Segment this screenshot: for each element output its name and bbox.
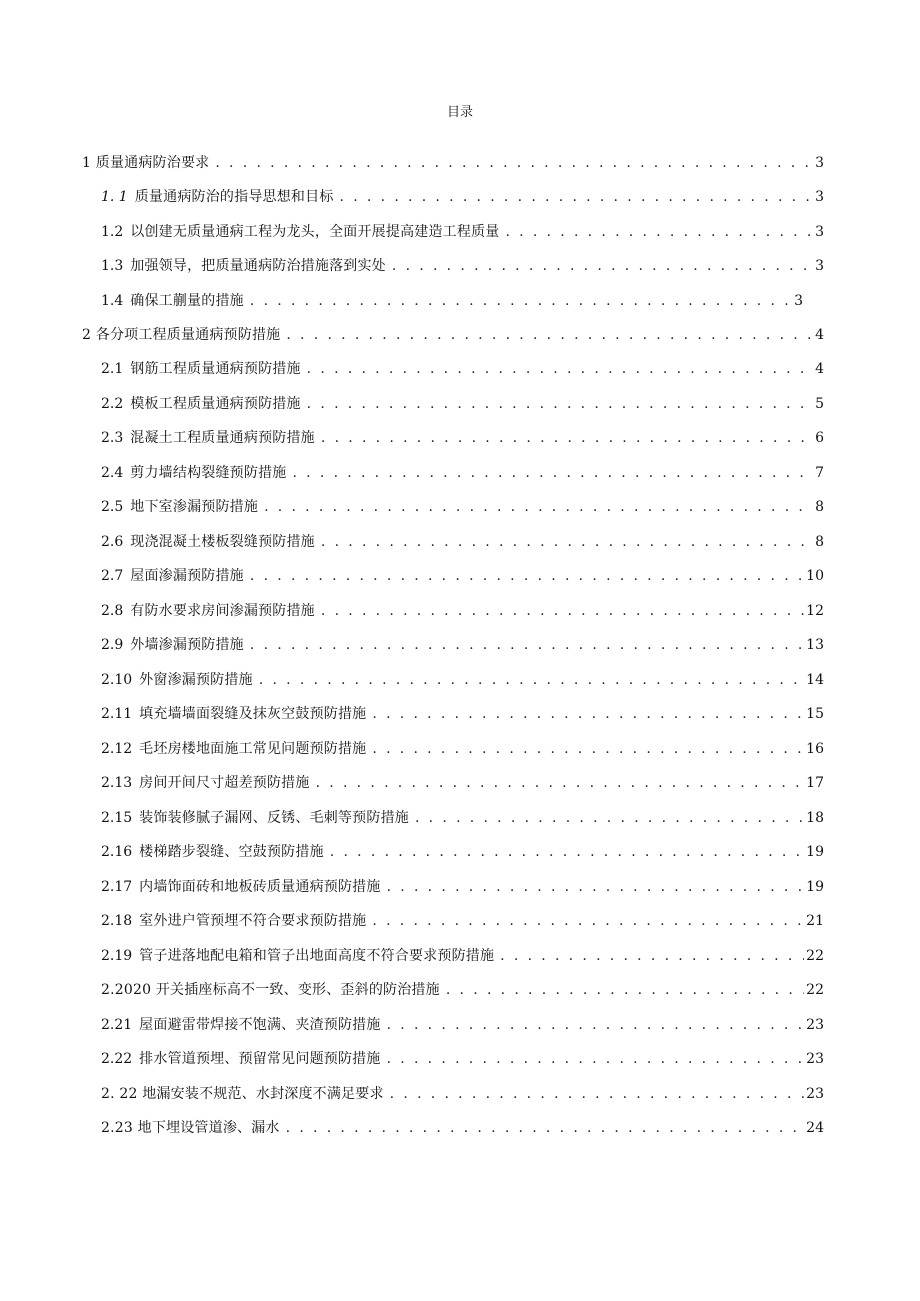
toc-entry-label: 填充墙墙面裂缝及抹灰空鼓预防措施 <box>139 706 367 722</box>
toc-entry[interactable]: 2.19 管子进落地配电箱和管子出地面高度不符合要求预防措施 . . . 22 <box>101 945 824 967</box>
toc-entry[interactable]: 2.21 屋面避雷带焊接不饱满、夹渣预防措施 . . . 23 <box>101 1014 824 1036</box>
dot-leader <box>307 358 813 380</box>
toc-entry-page: 18 <box>806 810 824 826</box>
toc-entry[interactable] <box>101 979 824 1001</box>
toc-entry-label: 毛坯房楼地面施工常见问题预防措施 <box>139 741 367 757</box>
toc-entry[interactable]: 2.13 房间开间尺寸超差预防措施 . . . 17 <box>101 772 824 794</box>
toc-entry-page: 15 <box>806 706 824 722</box>
toc-entry-label: 管子进落地配电箱和管子出地面高度不符合要求预防措施 <box>139 948 495 964</box>
toc-entry[interactable]: 2.22 排水管道预埋、预留常见问题预防措施 . . . 23 <box>101 1048 824 1070</box>
toc-entry-label: 屋面避雷带焊接不饱满、夹渣预防措施 <box>139 1017 381 1033</box>
dot-leader <box>392 255 813 277</box>
toc-entry-page: 3 <box>815 155 824 171</box>
dot-leader <box>390 1083 805 1105</box>
toc-entry-label: 装饰装修腻子漏网、反锈、毛刺等预防措施 <box>139 810 409 826</box>
toc-entry-page: 4 <box>815 327 824 343</box>
dot-leader <box>500 945 804 967</box>
toc-entry-label: 外墙渗漏预防措施 <box>130 637 244 653</box>
toc-entry-page: 16 <box>806 741 824 757</box>
toc-entry-page: 3 <box>815 189 824 205</box>
toc-entry[interactable]: 2.15 装饰装修腻子漏网、反锈、毛刺等预防措施 . . . 18 <box>101 807 824 829</box>
toc-entry[interactable]: 2.7 屋面渗漏预防措施 . . . 10 <box>101 565 824 587</box>
dot-leader <box>340 186 814 208</box>
toc-entry-label: 2.23 地下埋设管道渗、漏水 <box>101 1120 280 1136</box>
dot-leader <box>372 910 804 932</box>
toc-entry[interactable]: 2.1 钢筋工程质量通病预防措施 . . . 4 <box>101 358 824 380</box>
toc-entry-label: 屋面渗漏预防措施 <box>130 568 244 584</box>
toc-entry-label: 确保工蒯量的措施 <box>130 293 244 309</box>
toc-entry[interactable]: 2.18 室外进户管预埋不符合要求预防措施 . . . 21 <box>101 910 824 932</box>
toc-entry-label: 加强领导，把质量通病防治措施落到实处 <box>130 258 386 274</box>
toc-entry[interactable]: 2.16 楼梯踏步裂缝、空鼓预防措施 . . . 19 <box>101 841 824 863</box>
dot-leader <box>292 462 813 484</box>
dot-leader <box>321 600 804 622</box>
toc-entry[interactable] <box>101 1083 824 1105</box>
toc-entry-page: 5 <box>815 396 824 412</box>
toc-entry[interactable]: 2.4 剪力墙结构裂缝预防措施 . . . 7 <box>101 462 824 484</box>
dot-leader <box>316 772 805 794</box>
toc-entry-label: 钢筋工程质量通病预防措施 <box>130 361 301 377</box>
toc-entry-page: 10 <box>806 568 824 584</box>
toc-entry-label: 模板工程质量通病预防措施 <box>130 396 301 412</box>
toc-entry-label: 以创建无质量通病工程为龙头，全面开展提高建造工程质量 <box>130 224 500 240</box>
dot-leader <box>250 634 804 656</box>
toc-entry-page: 3 <box>815 224 824 240</box>
toc-entry-label: 地下室渗漏预防措施 <box>130 499 259 515</box>
toc-entry-label: 外窗渗漏预防措施 <box>139 672 253 688</box>
toc-entry[interactable]: 2.6 现浇混凝土楼板裂缝预防措施 . . . 8 <box>101 531 824 553</box>
dot-leader <box>387 1048 805 1070</box>
toc-entry[interactable]: 1. 1 质量通病防治的指导思想和目标 . . . 3 <box>101 186 824 208</box>
toc-entry-label: 房间开间尺寸超差预防措施 <box>139 775 310 791</box>
toc-entry[interactable]: 2.9 外墙渗漏预防措施 . . . 13 <box>101 634 824 656</box>
toc-entry-page: 3 <box>815 258 824 274</box>
toc-entry-label: 剪力墙结构裂缝预防措施 <box>130 465 287 481</box>
toc-entry[interactable]: 1.4 确保工蒯量的措施 . . . 3 <box>101 290 803 312</box>
toc-title: 目录 <box>446 105 473 120</box>
dot-leader <box>415 807 804 829</box>
dot-leader <box>286 1117 805 1139</box>
dot-leader <box>321 427 813 449</box>
toc-entry[interactable]: 2.8 有防水要求房间渗漏预防措施 . . . 12 <box>101 600 824 622</box>
toc-entry[interactable] <box>82 324 824 346</box>
toc-entry-page: 12 <box>806 603 824 619</box>
toc-entry-page: 23 <box>806 1051 824 1067</box>
toc-entry-page: 7 <box>815 465 824 481</box>
dot-leader <box>446 979 804 1001</box>
toc-entry[interactable]: 2.11 填充墙墙面裂缝及抹灰空鼓预防措施 . . . 15 <box>101 703 824 725</box>
dot-leader <box>250 565 804 587</box>
toc-entry-page: 14 <box>806 672 824 688</box>
toc-entry-label: 2 各分项工程质量通病预防措施 <box>82 327 281 343</box>
toc-entry[interactable] <box>101 1117 824 1139</box>
dot-leader <box>372 738 804 760</box>
dot-leader <box>259 669 804 691</box>
dot-leader <box>250 290 792 312</box>
dot-leader <box>307 393 813 415</box>
toc-entry-page: 6 <box>815 430 824 446</box>
toc-entry-page: 24 <box>806 1120 824 1136</box>
toc-entry-label: 1 质量通病防治要求 <box>82 155 210 171</box>
toc-entry-page: 22 <box>806 982 824 998</box>
toc-entry[interactable]: 2.5 地下室渗漏预防措施 . . . 8 <box>101 496 824 518</box>
toc-entry-page: 23 <box>806 1017 824 1033</box>
toc-entry-label: 2.2020 开关插座标高不一致、变形、歪斜的防治措施 <box>101 982 440 998</box>
toc-entry-label: 内墙饰面砖和地板砖质量通病预防措施 <box>139 879 381 895</box>
toc-entry[interactable]: 2.3 混凝土工程质量通病预防措施 . . . 6 <box>101 427 824 449</box>
toc-entry-page: 17 <box>806 775 824 791</box>
toc-entry-page: 21 <box>806 913 824 929</box>
dot-leader <box>330 841 804 863</box>
toc-entry-label: 楼梯踏步裂缝、空鼓预防措施 <box>139 844 324 860</box>
toc-entry-page: 19 <box>806 879 824 895</box>
toc-entry-page: 19 <box>806 844 824 860</box>
toc-entry-page: 8 <box>815 534 824 550</box>
dot-leader <box>387 1014 805 1036</box>
dot-leader <box>505 221 813 243</box>
dot-leader <box>264 496 813 518</box>
dot-leader <box>321 531 813 553</box>
dot-leader <box>372 703 804 725</box>
dot-leader <box>286 324 813 346</box>
toc-entry-page: 22 <box>806 948 824 964</box>
toc-entry[interactable]: 2.17 内墙饰面砖和地板砖质量通病预防措施 . . . 19 <box>101 876 824 898</box>
toc-entry[interactable]: 1.2 以创建无质量通病工程为龙头，全面开展提高建造工程质量 . . . 3 <box>101 221 824 243</box>
toc-entry-label: 室外进户管预埋不符合要求预防措施 <box>139 913 367 929</box>
toc-entry-label: 现浇混凝土楼板裂缝预防措施 <box>130 534 315 550</box>
dot-leader <box>215 152 813 174</box>
toc-entry-page: 8 <box>815 499 824 515</box>
toc-entry-label: 2. 22 地漏安装不规范、水封深度不满足要求 <box>101 1086 384 1102</box>
toc-entry[interactable]: 2.12 毛坯房楼地面施工常见问题预防措施 . . . 16 <box>101 738 824 760</box>
toc-entry-label: 排水管道预埋、预留常见问题预防措施 <box>139 1051 381 1067</box>
dot-leader <box>387 876 805 898</box>
toc-entry-label: 质量通病防治的指导思想和目标 <box>134 189 334 205</box>
toc-entry-page: 23 <box>806 1086 824 1102</box>
toc-entry-label: 有防水要求房间渗漏预防措施 <box>130 603 315 619</box>
toc-entry[interactable]: 2.2 模板工程质量通病预防措施 . . . 5 <box>101 393 824 415</box>
toc-entry[interactable]: 2.10 外窗渗漏预防措施 . . . 14 <box>101 669 824 691</box>
toc-entry[interactable]: 1.3 加强领导，把质量通病防治措施落到实处 . . . 3 <box>101 255 824 277</box>
toc-entry-page: 13 <box>806 637 824 653</box>
toc-entry[interactable] <box>82 152 824 174</box>
toc-entry-label: 混凝土工程质量通病预防措施 <box>130 430 315 446</box>
toc-entry-page: 3 <box>794 293 803 309</box>
toc-entry-page: 4 <box>815 361 824 377</box>
